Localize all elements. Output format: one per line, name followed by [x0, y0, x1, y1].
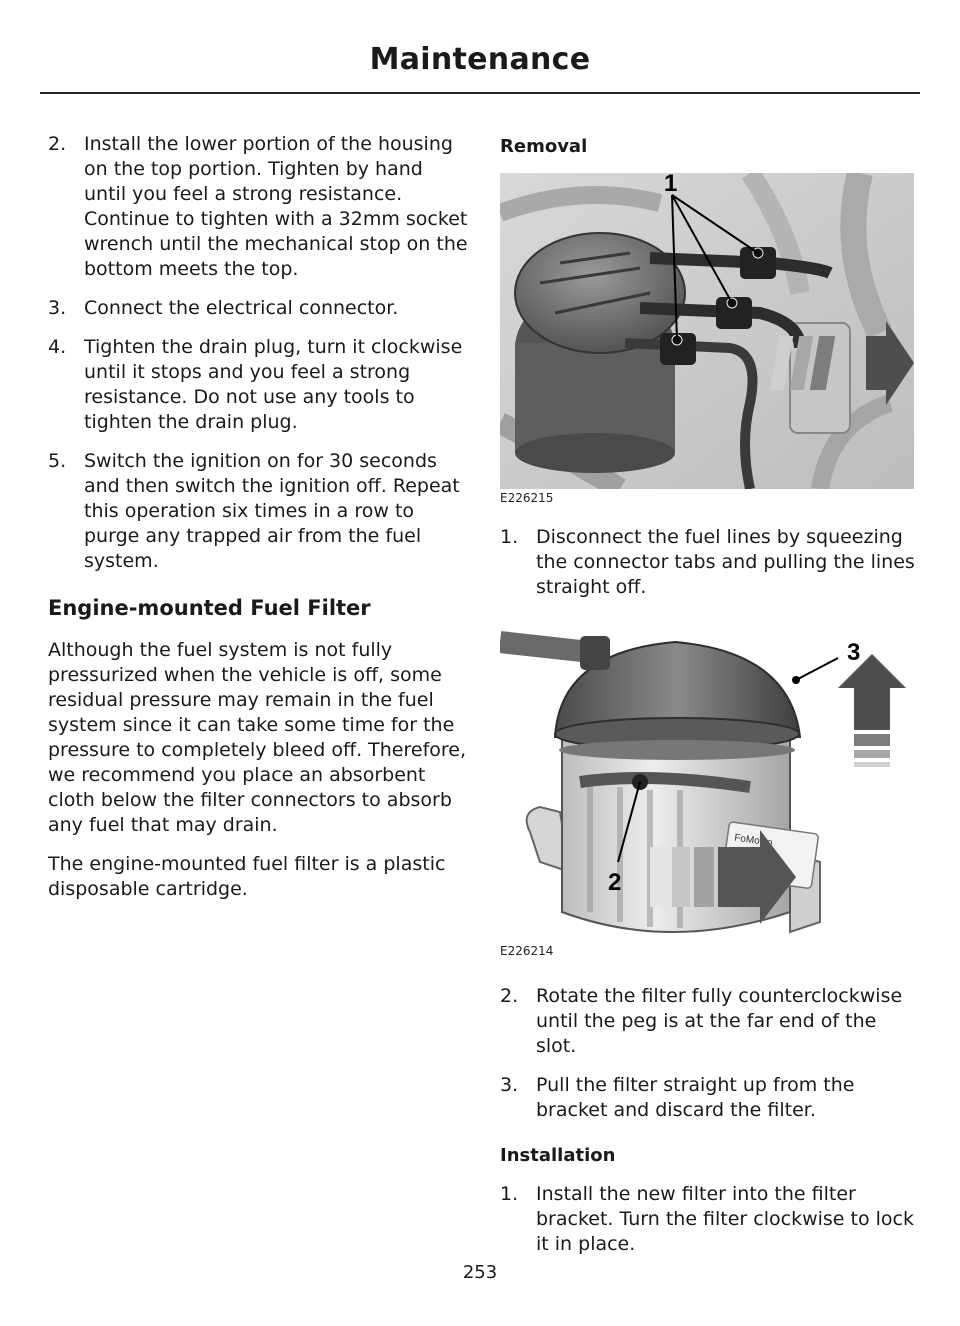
figure-code: E226215 [500, 491, 554, 505]
engine-bay-illustration [500, 173, 914, 489]
paragraph: Although the fuel system is not fully pressurized when the vehicle is off, some residual pressure may remain in the fuel system since it can take some time for the pressure to completely bleed off. Therefore, we recommend you place an absorbent cloth below the filter connectors to absorb any fuel that may drain. [48, 639, 466, 836]
figure-code: E226214 [500, 944, 554, 958]
installation-heading: Installation [500, 1145, 616, 1166]
label-plate-text: FoMoCo [733, 832, 774, 849]
step-number: 1. [500, 526, 519, 548]
step-text: Pull the filter straight up from the bracket and discard the filter. [536, 1074, 855, 1121]
step-number: 5. [48, 450, 67, 472]
figure-fuel-lines [500, 173, 920, 505]
list-item [500, 1073, 920, 1123]
list-item [48, 132, 468, 282]
header-divider [40, 92, 920, 94]
step-number: 1. [500, 1183, 519, 1205]
step-number: 3. [48, 297, 67, 319]
step-number: 3. [500, 1074, 519, 1096]
removal-heading: Removal [500, 136, 588, 157]
paragraph: The engine-mounted fuel filter is a plastic disposable cartridge. [48, 853, 446, 900]
figure-filter-rotate [500, 622, 920, 958]
step-text: Rotate the filter fully counterclockwise until the peg is at the far end of the slot. [536, 985, 903, 1057]
step-text: Tighten the drain plug, turn it clockwise until it stops and you feel a strong resistance. Do not use any tools to tighten the drain plug. [84, 336, 463, 433]
filter-cartridge-illustration [500, 622, 914, 942]
step-text: Install the lower portion of the housing on the top portion. Tighten by hand until you feel a strong resistance. Continue to tighten with a 32mm socket wrench until the mechanical stop on the bottom meets the top. [84, 133, 468, 280]
list-item [48, 296, 468, 321]
step-number: 2. [500, 985, 519, 1007]
list-item [48, 335, 468, 435]
list-item [500, 525, 920, 600]
section-heading: Engine-mounted Fuel Filter [48, 596, 371, 620]
callout-label: 2 [608, 869, 622, 896]
list-item [48, 449, 468, 574]
step-text: Switch the ignition on for 30 seconds and then switch the ignition off. Repeat this operation six times in a row to purge any trapped air from the fuel system. [84, 450, 460, 572]
arrow-up-icon [838, 654, 906, 767]
step-number: 4. [48, 336, 67, 358]
left-column [48, 132, 468, 916]
step-text: Install the new filter into the filter bracket. Turn the filter clockwise to lock it in place. [536, 1183, 914, 1255]
callout-label: 1 [664, 173, 678, 197]
right-column [500, 132, 920, 1271]
callout-label: 3 [847, 639, 861, 666]
step-text: Disconnect the fuel lines by squeezing the connector tabs and pulling the lines straight off. [536, 526, 915, 598]
step-text: Connect the electrical connector. [84, 297, 399, 319]
page-title: Maintenance [369, 42, 591, 77]
step-number: 2. [48, 133, 67, 155]
list-item [500, 1182, 920, 1257]
list-item [500, 984, 920, 1059]
page-number: 253 [462, 1262, 498, 1283]
